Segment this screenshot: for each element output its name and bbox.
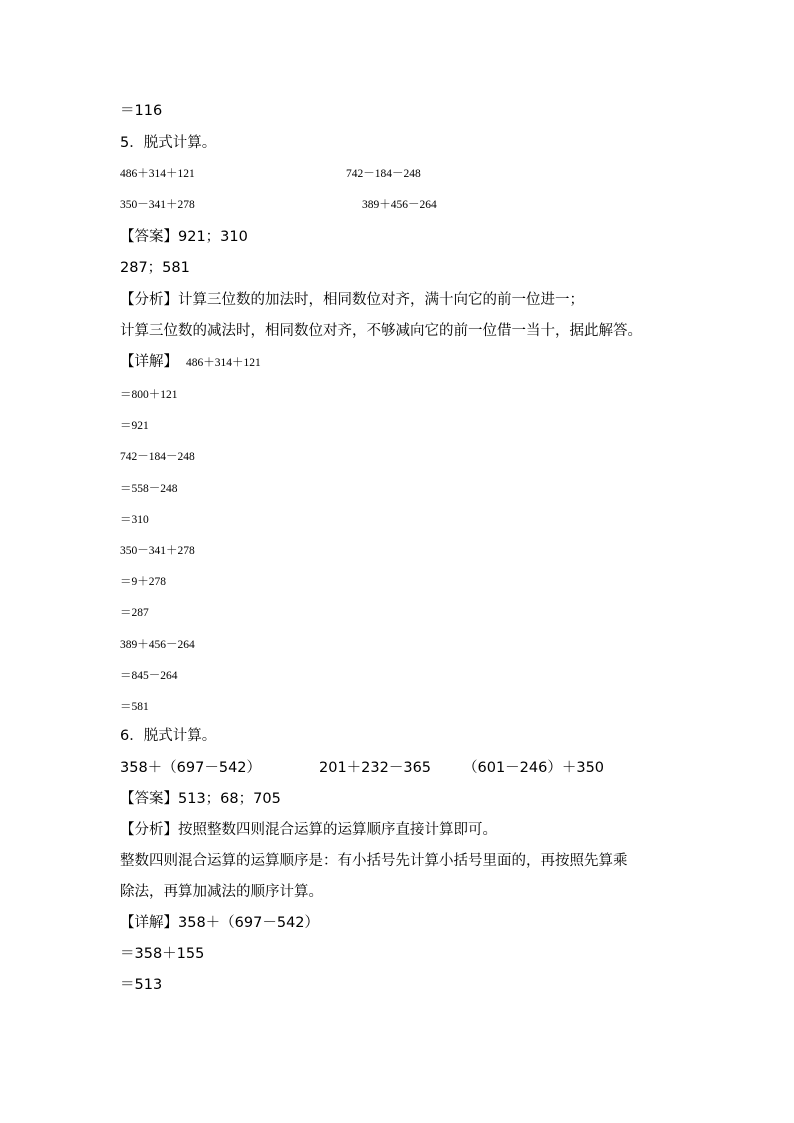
q5-expression-3: 350－341＋278 — [120, 199, 195, 211]
q6-analysis-line-2: 整数四则混合运算的运算顺序是：有小括号先计算小括号里面的，再按照先算乘 — [120, 853, 628, 869]
q5-detail-step-7: 350－341＋278 — [120, 545, 195, 557]
q5-expression-2: 742－184－248 — [346, 168, 421, 180]
previous-result-line: ＝116 — [120, 103, 163, 119]
q5-expression-4: 389＋456－264 — [362, 199, 437, 211]
q5-detail-step-9: ＝287 — [120, 607, 149, 619]
q5-analysis-line-1: 【分析】计算三位数的加法时，相同数位对齐，满十向它的前一位进一； — [120, 292, 584, 308]
q5-answer-line-2: 287；581 — [120, 260, 190, 276]
q6-detail-line: 【详解】358＋（697－542） — [120, 915, 320, 931]
q5-detail-step-8: ＝9＋278 — [120, 576, 166, 588]
q6-analysis-line-1: 【分析】按照整数四则混合运算的运算顺序直接计算即可。 — [120, 822, 497, 838]
q5-detail-step-12: ＝581 — [120, 701, 149, 713]
question-6-title: 6．脱式计算。 — [120, 728, 217, 744]
q6-detail-step-1: ＝358＋155 — [120, 946, 205, 962]
q5-detail-step-5: ＝558－248 — [120, 483, 178, 495]
q5-detail-label: 【详解】 — [120, 354, 178, 370]
q6-expression-3: （601－246）＋350 — [463, 760, 605, 776]
q5-answer-line-1: 【答案】921；310 — [120, 229, 248, 245]
q5-detail-step-10: 389＋456－264 — [120, 639, 195, 651]
q5-detail-step-2: ＝800＋121 — [120, 389, 178, 401]
q5-detail-step-1: 486＋314＋121 — [186, 357, 261, 369]
q6-analysis-line-3: 除法，再算加减法的顺序计算。 — [120, 884, 323, 900]
q6-expression-1: 358＋（697－542） — [120, 760, 262, 776]
q5-analysis-line-2: 计算三位数的减法时，相同数位对齐，不够减向它的前一位借一当十，据此解答。 — [120, 323, 642, 339]
q5-detail-step-3: ＝921 — [120, 420, 149, 432]
q5-expression-1: 486＋314＋121 — [120, 168, 195, 180]
q5-detail-step-4: 742－184－248 — [120, 451, 195, 463]
q5-detail-step-11: ＝845－264 — [120, 670, 178, 682]
q6-expression-2: 201＋232－365 — [319, 760, 432, 776]
q5-detail-step-6: ＝310 — [120, 514, 149, 526]
q6-detail-step-2: ＝513 — [120, 977, 163, 993]
question-5-title: 5．脱式计算。 — [120, 135, 217, 151]
q6-answer-line: 【答案】513；68；705 — [120, 791, 281, 807]
